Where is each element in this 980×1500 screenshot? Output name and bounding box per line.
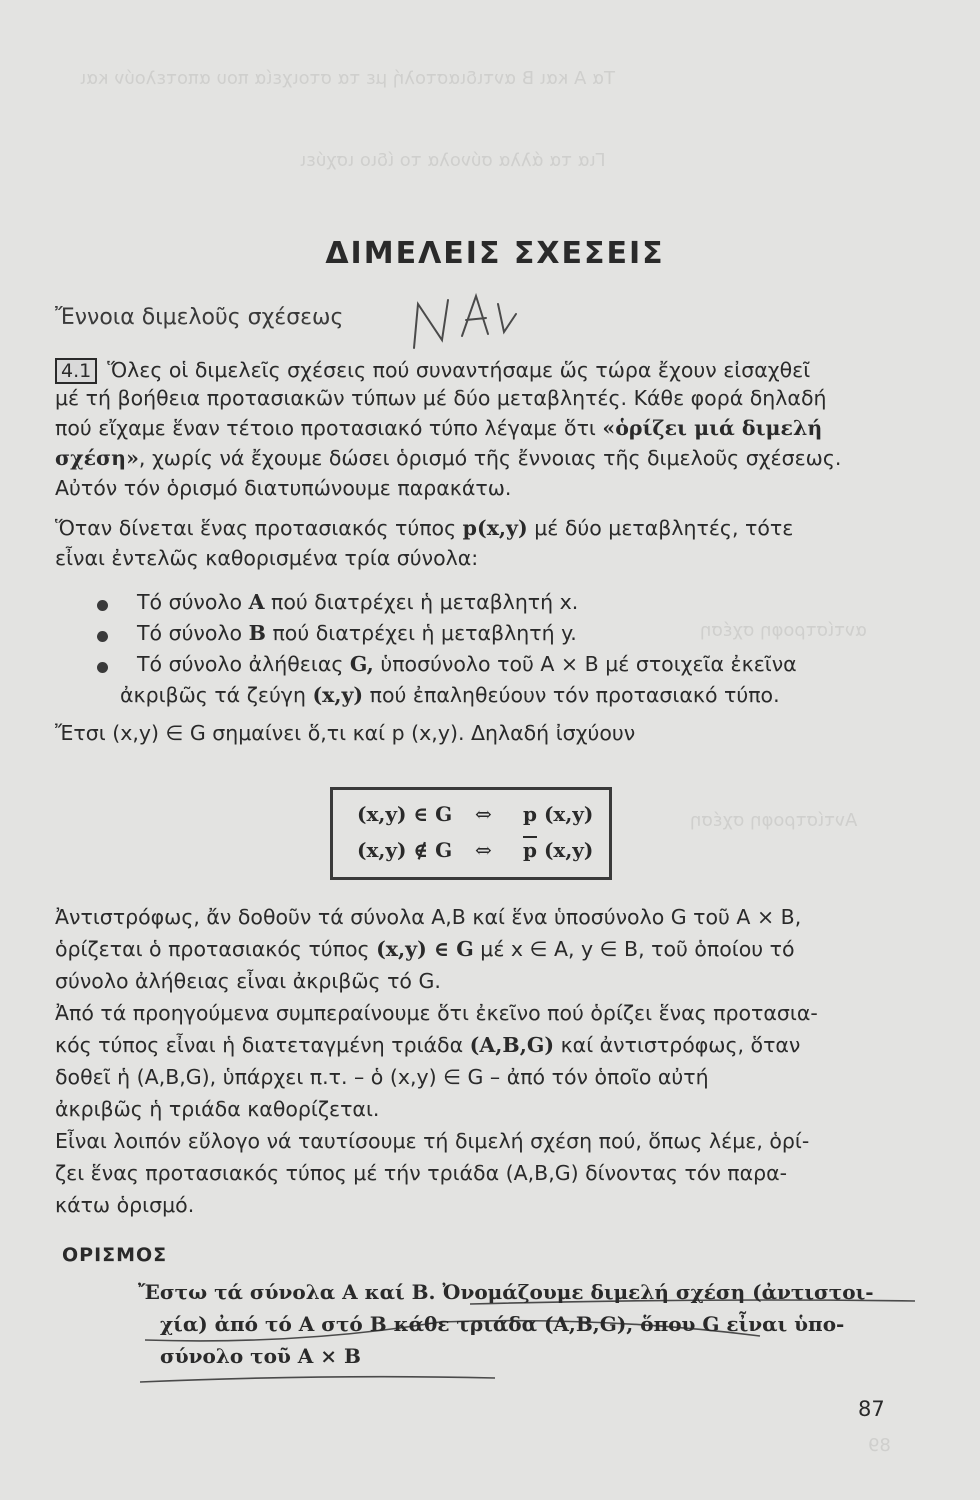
paragraph-line: ἀκριβῶς ἡ τριάδα καθορίζεται. [55, 1097, 380, 1121]
paragraph-line: σχέση», χωρίς νά ἔχουμε δώσει ὁρισμό τῆς ἔννοιας τῆς διμελοῦς σχέσεως. [55, 446, 842, 470]
equivalence-row: (x,y) ∈ G ⇔ p (x,y) [357, 802, 594, 826]
section-heading: Ἔννοια διμελοῦς σχέσεως [55, 305, 344, 330]
paragraph-line: μέ τή βοήθεια προτασιακῶν τύπων μέ δύο μεταβλητές. Κάθε φορά δηλαδή [55, 386, 827, 410]
bleed-through-line: 89 [868, 1435, 891, 1456]
paragraph-line: Ἀπό τά προηγούμενα συμπεραίνουμε ὅτι ἐκεῖνο πού ὁρίζει ἕνας προτασια- [55, 1001, 818, 1025]
paragraph-line: Εἶναι λοιπόν εὔλογο νά ταυτίσουμε τή διμελή σχέση πού, ὅπως λέμε, ὁρί- [55, 1129, 810, 1153]
paragraph-line: ὁρίζεται ὁ προτασιακός τύπος (x,y) ∈ G μέ x ∈ A, y ∈ B, τοῦ ὁποίου τό [55, 937, 795, 961]
paragraph-line: πού εἴχαμε ἕναν τέτοιο προτασιακό τύπο λέγαμε ὅτι «ὁρίζει μιά διμελή [55, 416, 823, 440]
paragraph-line: ζει ἕνας προτασιακός τύπος μέ τήν τριάδα (A,B,G) δίνοντας τόν παρα- [55, 1161, 788, 1185]
definition-line: Ἔστω τά σύνολα A καί B. Ὀνομάζουμε διμελή σχέση (ἀντιστοι- [138, 1280, 874, 1304]
page-title: ΔΙΜΕΛΕΙΣ ΣΧΕΣΕΙΣ [325, 236, 665, 271]
bullet-item: Τό σύνολο A πού διατρέχει ἡ μεταβλητή x. [137, 590, 579, 614]
bullet-dot [97, 662, 108, 673]
bullet-continuation: ἀκριβῶς τά ζεύγη (x,y) πού ἐπαληθεύουν τόν προτασιακό τύπο. [120, 683, 780, 707]
bleed-through-line: αντίστροφη σχέση [700, 620, 867, 641]
paragraph-line: δοθεῖ ἡ (A,B,G), ὑπάρχει π.τ. – ὁ (x,y) ∈ G – ἀπό τόν ὁποῖο αὐτή [55, 1065, 709, 1089]
bleed-through-line: Για τα άλλα σύνολα το ίδιο ισχύει [300, 150, 606, 171]
bleed-through-line: Τα A και B αντιδιαστολή με τα στοιχεία που αποτελούν και [80, 68, 615, 89]
paragraph-line: κός τύπος εἶναι ἡ διατεταγμένη τριάδα (A,B,G) καί ἀντιστρόφως, ὅταν [55, 1033, 801, 1057]
bleed-through-line: Αντίστροφη σχέση [690, 810, 858, 831]
paragraph-line: Αὐτόν τόν ὁρισμό διατυπώνουμε παρακάτω. [55, 476, 512, 500]
bullet-item: Τό σύνολο B πού διατρέχει ἡ μεταβλητή y. [137, 621, 577, 645]
paragraph-line: Ἔτσι (x,y) ∈ G σημαίνει ὅ,τι καί p (x,y). Δηλαδή ἰσχύουν [55, 721, 636, 745]
paragraph-line: Ὅταν δίνεται ἕνας προτασιακός τύπος p(x,y) μέ δύο μεταβλητές, τότε [55, 516, 794, 540]
handwritten-note-nai [414, 296, 516, 348]
page-number: 87 [858, 1397, 885, 1421]
paragraph-line: κάτω ὁρισμό. [55, 1193, 195, 1217]
paragraph-line: σύνολο ἀλήθειας εἶναι ἀκριβῶς τό G. [55, 969, 441, 993]
definition-heading: ΟΡΙΣΜΟΣ [62, 1244, 168, 1266]
paragraph-line: 4.1 Ὅλες οἱ διμελεῖς σχέσεις πού συναντήσαμε ὥς τώρα ἔχουν εἰσαχθεῖ [55, 357, 810, 384]
paragraph-line: εἶναι ἐντελῶς καθορισμένα τρία σύνολα: [55, 546, 479, 570]
bullet-dot [97, 600, 108, 611]
equivalence-row: (x,y) ∉ G ⇔ $\overline{p}$ (x,y) [357, 838, 594, 862]
equivalence-box [330, 787, 612, 880]
definition-line: σύνολο τοῦ A × B [160, 1344, 361, 1368]
definition-line: χία) ἀπό τό A στό B κάθε τριάδα (A,B,G), ὅπου G εἶναι ὑπο- [160, 1312, 845, 1336]
paragraph-number-badge: 4.1 [55, 358, 97, 384]
bullet-dot [97, 631, 108, 642]
bullet-item: Τό σύνολο ἀλήθειας G, ὑποσύνολο τοῦ A × B μέ στοιχεῖα ἐκεῖνα [137, 652, 797, 676]
paragraph-line: Ἀντιστρόφως, ἄν δοθοῦν τά σύνολα A,B καί ἕνα ὑποσύνολο G τοῦ A × B, [55, 905, 802, 929]
